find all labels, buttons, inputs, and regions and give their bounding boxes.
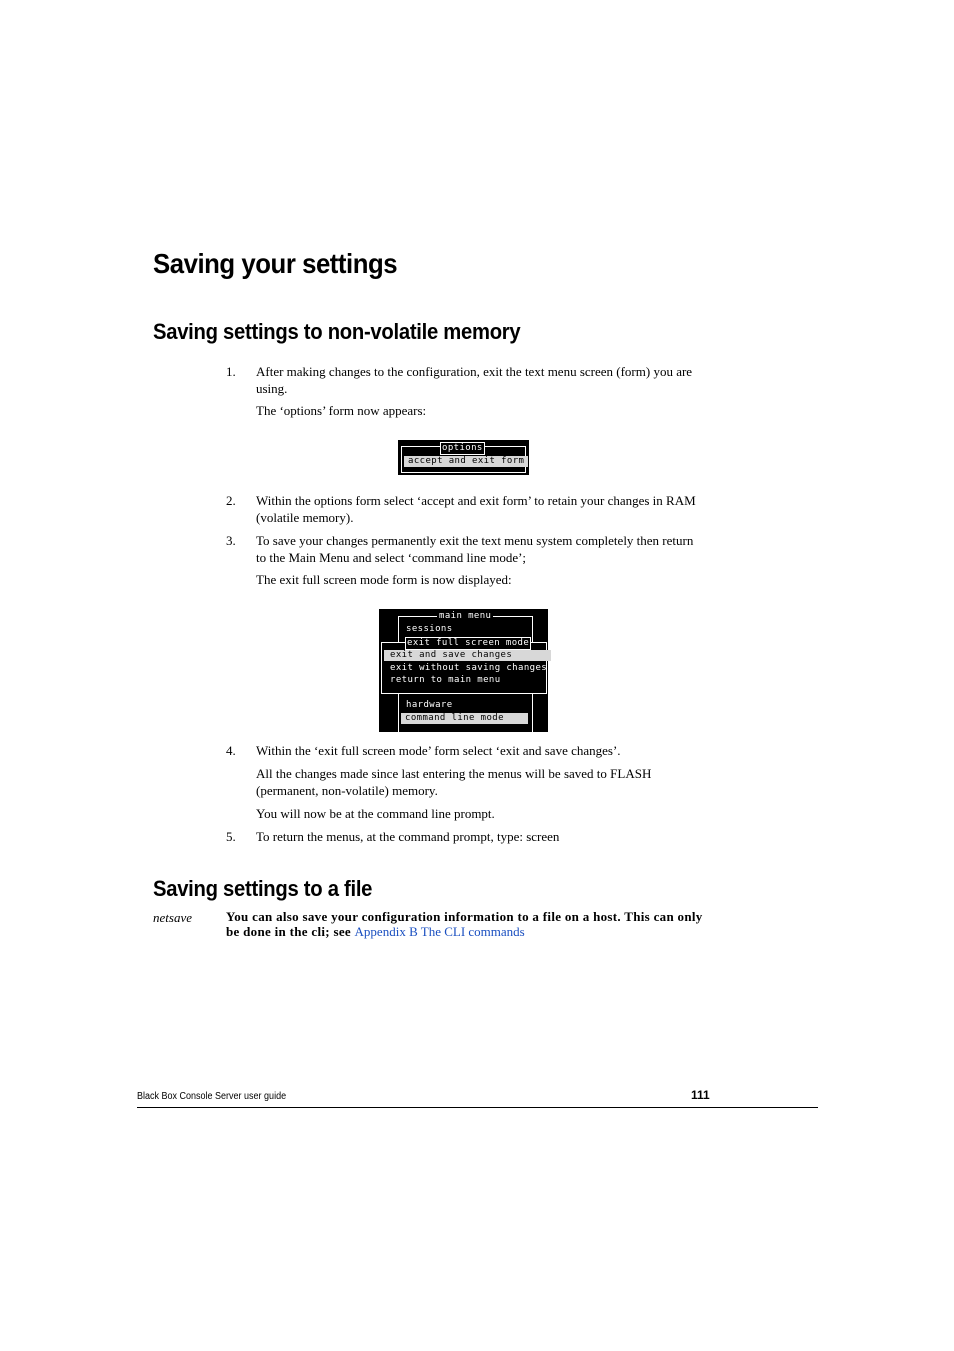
step-followup: You will now be at the command line prompt. [256, 806, 495, 821]
command-line-item: command line mode [401, 713, 528, 724]
step-number: 3. [226, 533, 236, 548]
note-text: You can also save your configuration information to a file on a host. This can only be done in the cli; see [226, 909, 703, 939]
step-text: To return the menus, at the command prompt, type: screen [256, 829, 560, 844]
step-text: After making changes to the configuration, exit the text menu screen (form) you are using. [256, 364, 693, 396]
exit-fullscreen-screenshot [379, 609, 548, 732]
sessions-item: sessions [406, 624, 453, 634]
exit-nosave-item: exit without saving changes [390, 663, 548, 673]
exit-save-item: exit and save changes [384, 650, 551, 661]
step-text: Within the ‘exit full screen mode’ form select ‘exit and save changes’. [256, 743, 621, 758]
side-label: netsave [153, 910, 192, 925]
hardware-item: hardware [406, 700, 453, 710]
step-number: 4. [226, 743, 236, 758]
step-followup: The exit full screen mode form is now displayed: [256, 572, 512, 587]
form-title: options [442, 443, 483, 453]
section-heading-file: Saving settings to a file [153, 876, 373, 901]
netsave-note [226, 909, 706, 939]
step-number: 5. [226, 829, 236, 844]
page-title: Saving your settings [153, 248, 398, 279]
step-followup: All the changes made since last entering the menus will be saved to FLASH (permanent, non-volatile) memory. [256, 766, 652, 798]
section-heading-nonvolatile: Saving settings to non-volatile memory [153, 319, 521, 344]
options-form-screenshot [398, 440, 529, 475]
page-number: 111 [691, 1088, 710, 1102]
return-main-item: return to main menu [390, 675, 501, 685]
step-text: Within the options form select ‘accept and exit form’ to retain your changes in RAM (volatile memory). [256, 493, 696, 525]
footer-doc-title: Black Box Console Server user guide [137, 1091, 287, 1102]
step-text: To save your changes permanently exit the text menu system completely then return to the Main Menu and select ‘command line mode’; [256, 533, 694, 565]
footer-rule [137, 1107, 818, 1108]
step-followup: The ‘options’ form now appears: [256, 403, 427, 418]
accept-exit-item: accept and exit form [404, 456, 528, 467]
step-number: 1. [226, 364, 236, 379]
exit-form-title: exit full screen mode [407, 638, 530, 648]
appendix-link[interactable]: Appendix B The CLI commands [354, 924, 525, 939]
main-menu-title: main menu [439, 611, 492, 621]
step-number: 2. [226, 493, 236, 508]
